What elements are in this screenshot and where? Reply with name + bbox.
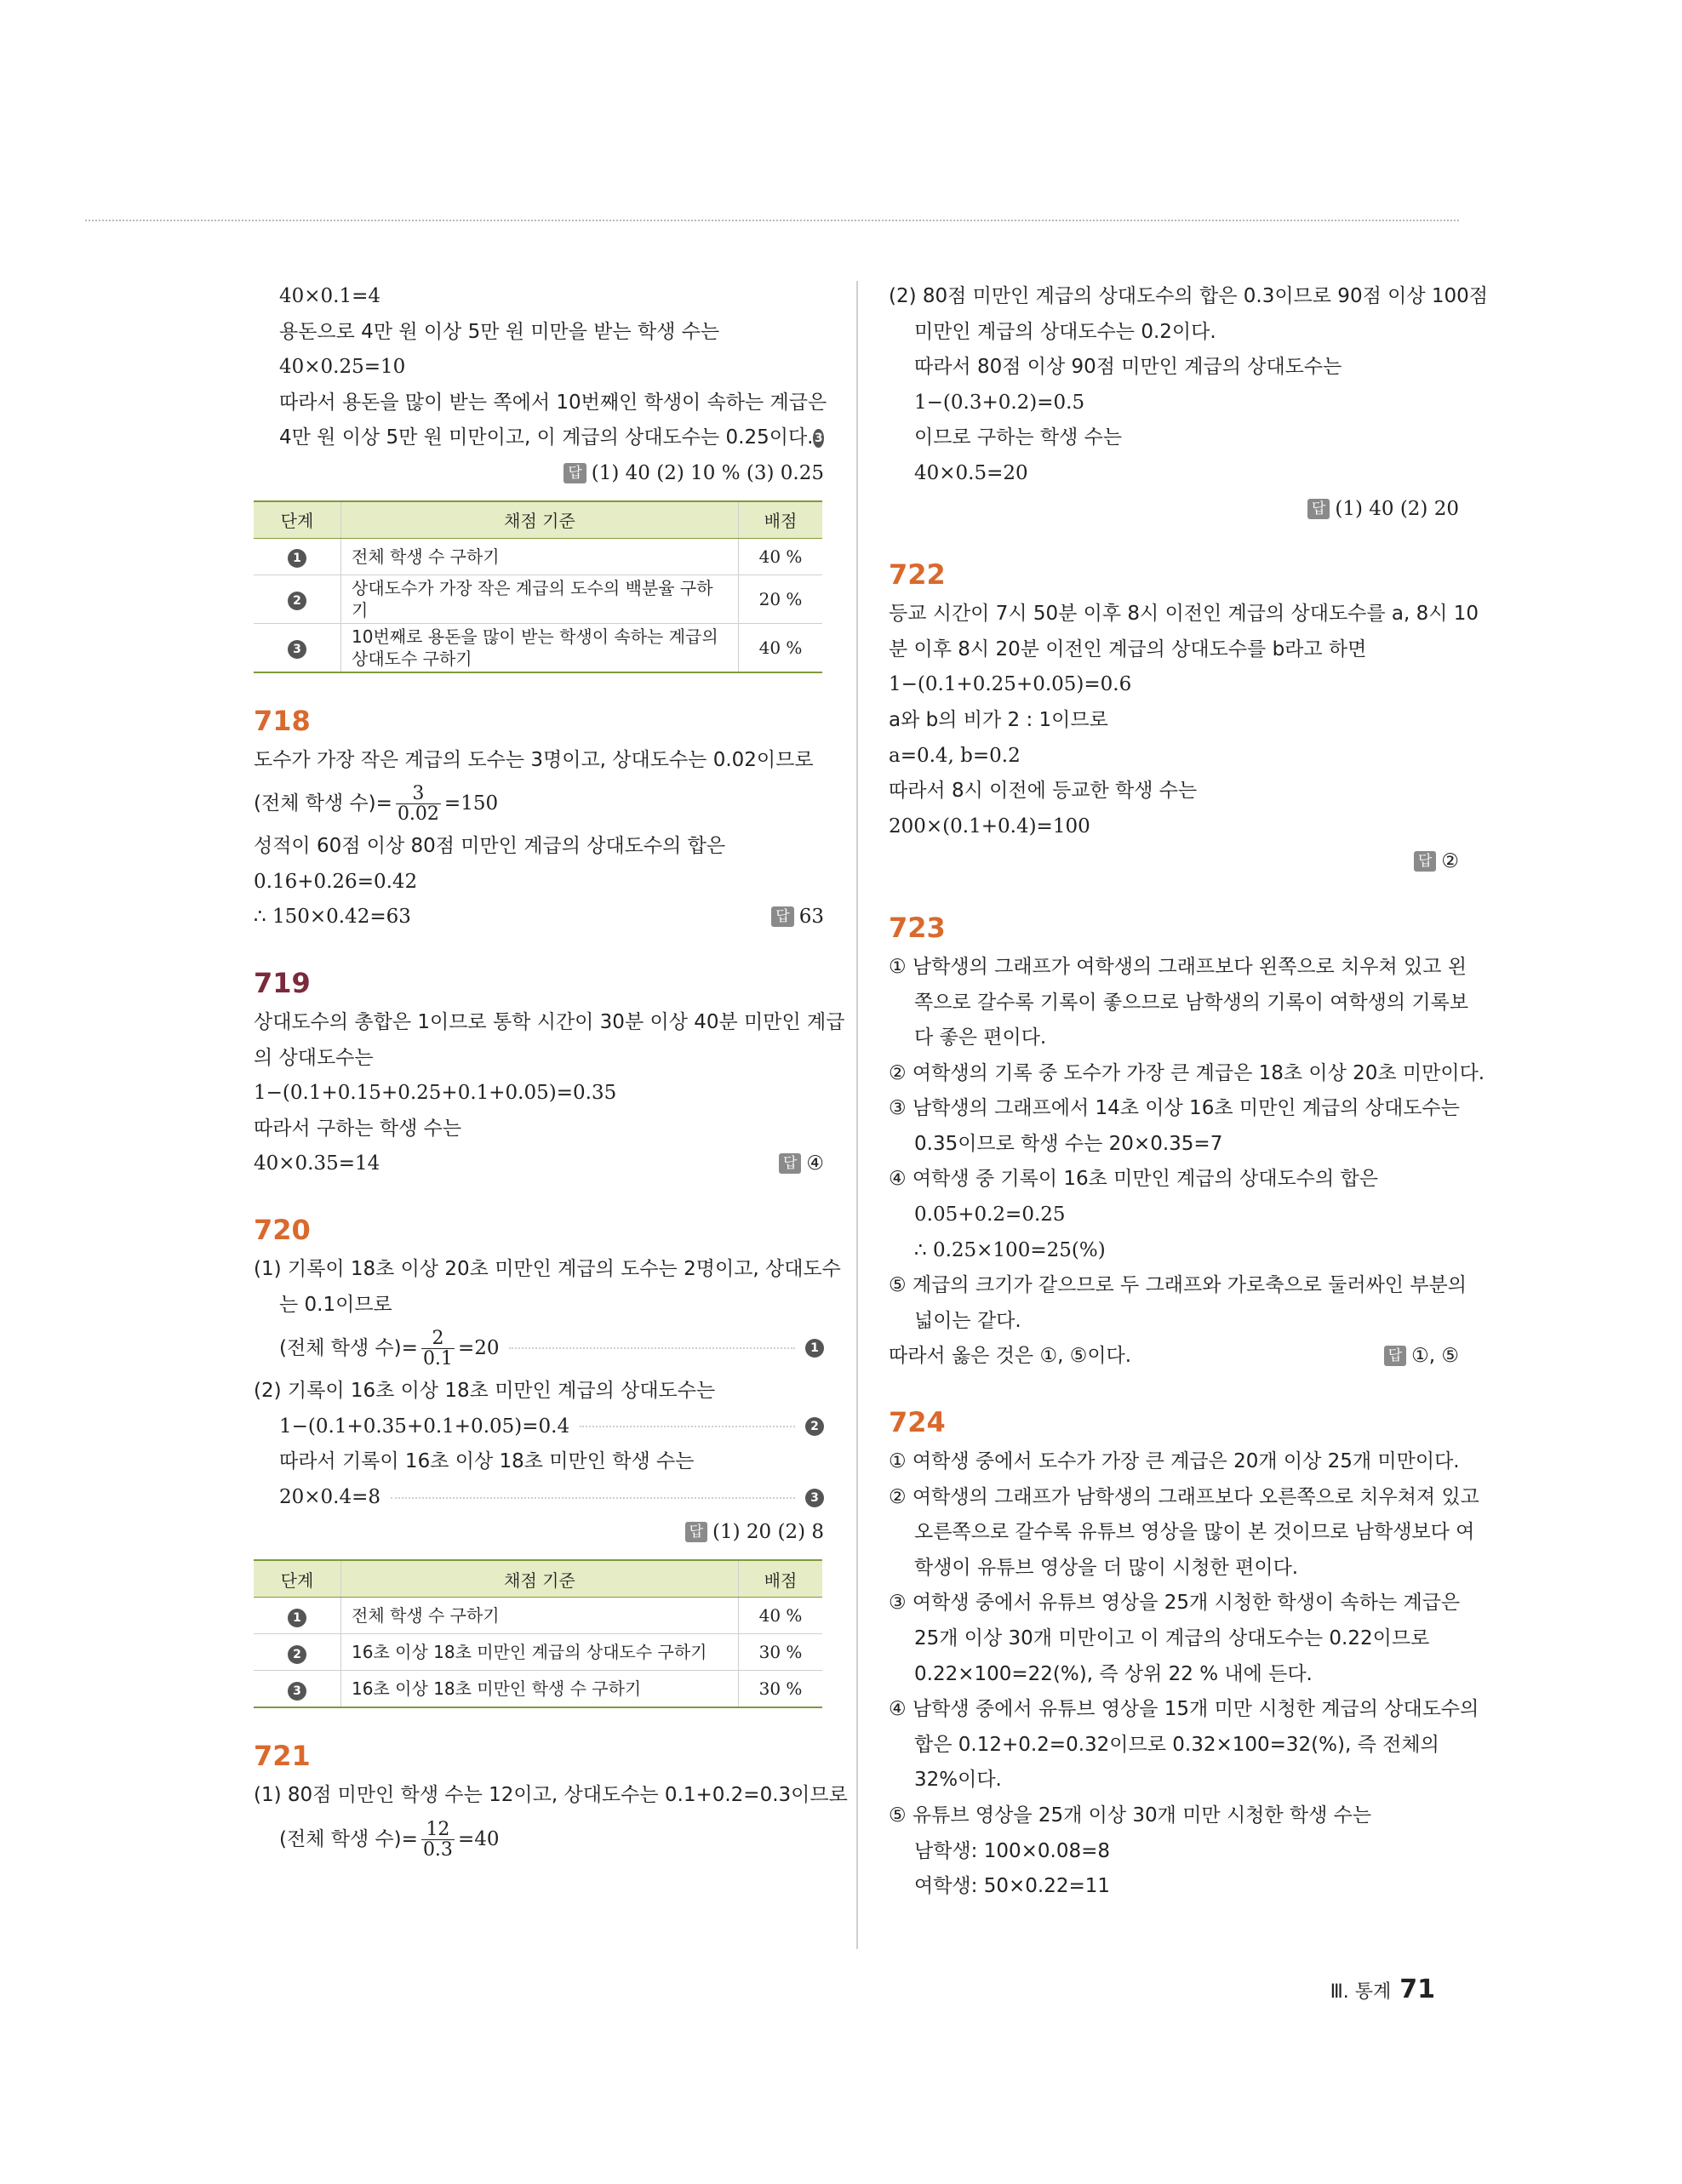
solution-line: 1−(0.3+0.2)=0.5 bbox=[914, 391, 1085, 414]
answer-badge: 답 bbox=[1384, 1346, 1406, 1366]
answer-badge: 답 bbox=[771, 906, 793, 927]
problem-number: 723 bbox=[889, 911, 946, 944]
fraction bbox=[396, 784, 441, 824]
solution-line: 성적이 60점 이상 80점 미만인 계급의 상대도수의 합은 bbox=[254, 835, 726, 858]
step-marker: 2 bbox=[288, 1645, 306, 1664]
problem-number: 722 bbox=[889, 558, 946, 592]
solution-line: ② 여학생의 기록 중 도수가 가장 큰 계급은 18초 이상 20초 미만이다. bbox=[889, 1061, 1485, 1084]
fraction-denominator: 0.1 bbox=[422, 1348, 453, 1370]
solution-line: 미만인 계급의 상대도수는 0.2이다. bbox=[914, 320, 1216, 343]
section-label: Ⅲ. 통계 bbox=[1330, 1981, 1392, 2003]
score-cell: 30 % bbox=[739, 1634, 823, 1671]
solution-line: (2) 기록이 16초 이상 18초 미만인 계급의 상대도수는 bbox=[254, 1380, 716, 1403]
fraction bbox=[421, 1820, 455, 1860]
fraction-line bbox=[254, 1814, 824, 1865]
fraction-denominator: 0.3 bbox=[422, 1838, 453, 1861]
solution-line: 32%이다. bbox=[914, 1769, 1002, 1792]
problem-number: 719 bbox=[254, 966, 311, 999]
solution-line: 200×(0.1+0.4)=100 bbox=[889, 815, 1090, 838]
column-divider bbox=[856, 281, 858, 1949]
page-footer bbox=[1330, 1975, 1435, 2004]
answer-text: (1) 40 (2) 20 bbox=[1335, 497, 1459, 520]
solution-text: 따라서 옳은 것은 ①, ⑤이다. bbox=[889, 1345, 1132, 1368]
answer-badge: 답 bbox=[1307, 499, 1330, 519]
score-cell: 20 % bbox=[739, 575, 823, 623]
page-number: 71 bbox=[1399, 1975, 1435, 2004]
answer-text: ④ bbox=[806, 1152, 824, 1175]
solution-line: 등교 시간이 7시 50분 이후 8시 이전인 계급의 상대도수를 a, 8시 10 bbox=[889, 603, 1479, 626]
top-dotted-rule bbox=[85, 220, 1459, 221]
step-marker: 1 bbox=[288, 1609, 306, 1627]
fraction-result: =40 bbox=[457, 1827, 500, 1850]
solution-line: 0.22×100=22(%), 즉 상위 22 % 내에 든다. bbox=[914, 1662, 1313, 1685]
solution-line: 는 0.1이므로 bbox=[279, 1293, 392, 1316]
leader-dots bbox=[391, 1497, 795, 1499]
solution-line: ⑤ 유튜브 영상을 25개 이상 30개 미만 시청한 학생 수는 bbox=[889, 1804, 1372, 1827]
fraction-line bbox=[254, 1323, 824, 1374]
answer-text: 63 bbox=[798, 906, 824, 929]
solution-line: 오른쪽으로 갈수록 유튜브 영상을 많이 본 것이므로 남학생보다 여 bbox=[914, 1521, 1475, 1544]
solution-line: (1) 기록이 18초 이상 20초 미만인 계급의 도수는 2명이고, 상대도수 bbox=[254, 1257, 841, 1280]
solution-line bbox=[254, 1146, 824, 1182]
score-cell: 40 % bbox=[739, 1598, 823, 1634]
answer-text: ② bbox=[1441, 850, 1459, 873]
solution-line: 0.05+0.2=0.25 bbox=[914, 1203, 1066, 1226]
solution-line: 여학생: 50×0.22=11 bbox=[914, 1875, 1111, 1898]
solution-line: 남학생: 100×0.08=8 bbox=[914, 1839, 1111, 1862]
step-marker: 2 bbox=[288, 592, 306, 610]
solution-text: 20×0.4=8 bbox=[279, 1485, 381, 1508]
table-header: 단계 bbox=[254, 501, 341, 539]
solution-line: 쪽으로 갈수록 기록이 좋으므로 남학생의 기록이 여학생의 기록보 bbox=[914, 991, 1469, 1014]
fraction-result: =150 bbox=[443, 792, 499, 815]
score-cell: 40 % bbox=[739, 623, 823, 672]
table-header: 배점 bbox=[739, 1560, 823, 1598]
table-header: 배점 bbox=[739, 501, 823, 539]
fraction-numerator: 12 bbox=[421, 1820, 455, 1840]
fraction-numerator: 3 bbox=[396, 784, 441, 804]
solution-line: 따라서 80점 이상 90점 미만인 계급의 상대도수는 bbox=[914, 356, 1342, 379]
table-row bbox=[254, 575, 822, 623]
answer-line bbox=[889, 844, 1459, 880]
answer-badge: 답 bbox=[685, 1522, 707, 1542]
criterion-cell: 상대도수가 가장 작은 계급의 도수의 백분율 구하기 bbox=[341, 575, 739, 623]
solution-line: ② 여학생의 그래프가 남학생의 그래프보다 오른쪽으로 치우쳐져 있고 bbox=[889, 1485, 1479, 1508]
answer-text: ①, ⑤ bbox=[1411, 1345, 1459, 1368]
score-cell: 30 % bbox=[739, 1671, 823, 1708]
fraction-result: =20 bbox=[457, 1337, 500, 1360]
solution-line: a=0.4, b=0.2 bbox=[889, 744, 1021, 767]
solution-line: ④ 남학생 중에서 유튜브 영상을 15개 미만 시청한 계급의 상대도수의 bbox=[889, 1698, 1479, 1721]
solution-line: 0.35이므로 학생 수는 20×0.35=7 bbox=[914, 1132, 1223, 1155]
solution-line: 40×0.5=20 bbox=[914, 461, 1028, 484]
step-marker: 1 bbox=[805, 1339, 824, 1358]
answer-badge: 답 bbox=[564, 463, 586, 483]
criterion-cell: 전체 학생 수 구하기 bbox=[341, 1598, 739, 1634]
solution-line: 0.16+0.26=0.42 bbox=[254, 870, 418, 893]
fraction bbox=[421, 1329, 455, 1369]
fraction-line bbox=[254, 778, 824, 829]
fraction-denominator: 0.02 bbox=[397, 803, 439, 826]
solution-line: 1−(0.1+0.15+0.25+0.1+0.05)=0.35 bbox=[254, 1082, 617, 1105]
solution-text: 40×0.35=14 bbox=[254, 1152, 380, 1175]
answer-line bbox=[889, 492, 1459, 528]
solution-line: 학생이 유튜브 영상을 더 많이 시청한 편이다. bbox=[914, 1556, 1299, 1579]
scoring-table bbox=[254, 1559, 822, 1708]
solution-text: 4만 원 이상 5만 원 미만이고, 이 계급의 상대도수는 0.25이다. bbox=[279, 426, 814, 449]
solution-line: (2) 80점 미만인 계급의 상대도수의 합은 0.3이므로 90점 이상 100점 bbox=[889, 285, 1488, 307]
solution-line: 40×0.25=10 bbox=[279, 356, 406, 379]
problem-number: 720 bbox=[254, 1213, 311, 1246]
table-row bbox=[254, 623, 822, 672]
step-marker: 3 bbox=[288, 640, 306, 659]
solution-line: 도수가 가장 작은 계급의 도수는 3명이고, 상대도수는 0.02이므로 bbox=[254, 748, 814, 771]
answer-line bbox=[254, 456, 824, 492]
solution-line bbox=[254, 1409, 824, 1445]
solution-line: 의 상대도수는 bbox=[254, 1046, 374, 1069]
solution-line: ③ 남학생의 그래프에서 14초 이상 16초 미만인 계급의 상대도수는 bbox=[889, 1097, 1460, 1120]
solution-line: ⑤ 계급의 크기가 같으므로 두 그래프와 가로축으로 둘러싸인 부분의 bbox=[889, 1274, 1467, 1297]
table-row bbox=[254, 1598, 822, 1634]
solution-text: ∴ 150×0.42=63 bbox=[254, 906, 411, 929]
solution-text: 1−(0.1+0.35+0.1+0.05)=0.4 bbox=[279, 1415, 570, 1438]
step-marker: 1 bbox=[288, 549, 306, 568]
table-row bbox=[254, 538, 822, 575]
leader-dots bbox=[509, 1347, 795, 1349]
criterion-cell: 10번째로 용돈을 많이 받는 학생이 속하는 계급의 상대도수 구하기 bbox=[341, 623, 739, 672]
solution-line: ③ 여학생 중에서 유튜브 영상을 25개 시청한 학생이 속하는 계급은 bbox=[889, 1592, 1461, 1615]
solution-line: 분 이후 8시 20분 이전인 계급의 상대도수를 b라고 하면 bbox=[889, 637, 1367, 660]
solution-line: 합은 0.12+0.2=0.32이므로 0.32×100=32(%), 즉 전체의 bbox=[914, 1733, 1439, 1756]
solution-line bbox=[254, 900, 824, 935]
solution-line: ① 여학생 중에서 도수가 가장 큰 계급은 20개 이상 25개 미만이다. bbox=[889, 1450, 1460, 1473]
leader-dots bbox=[580, 1426, 795, 1427]
solution-line bbox=[254, 420, 824, 456]
criterion-cell: 16초 이상 18초 미만인 학생 수 구하기 bbox=[341, 1671, 739, 1708]
score-cell: 40 % bbox=[739, 538, 823, 575]
solution-line: 따라서 구하는 학생 수는 bbox=[254, 1117, 462, 1140]
solution-line: 이므로 구하는 학생 수는 bbox=[914, 426, 1123, 449]
solution-line: 25개 이상 30개 미만이고 이 계급의 상대도수는 0.22이므로 bbox=[914, 1627, 1430, 1649]
solution-line: ∴ 0.25×100=25(%) bbox=[914, 1238, 1106, 1261]
problem-number: 718 bbox=[254, 704, 311, 737]
criterion-cell: 16초 이상 18초 미만인 계급의 상대도수 구하기 bbox=[341, 1634, 739, 1671]
answer-text: (1) 20 (2) 8 bbox=[712, 1521, 824, 1544]
table-header: 단계 bbox=[254, 1560, 341, 1598]
table-row bbox=[254, 1671, 822, 1708]
solution-line: 따라서 8시 이전에 등교한 학생 수는 bbox=[889, 780, 1198, 803]
step-marker: 3 bbox=[805, 1489, 824, 1507]
problem-number: 721 bbox=[254, 1740, 311, 1773]
answer-text: (1) 40 (2) 10 % (3) 0.25 bbox=[591, 461, 824, 484]
solution-line: a와 b의 비가 2 : 1이므로 bbox=[889, 708, 1108, 731]
solution-line: 40×0.1=4 bbox=[279, 285, 381, 307]
problem-number: 724 bbox=[889, 1406, 946, 1439]
solution-line bbox=[889, 1339, 1459, 1375]
fraction-prefix: (전체 학생 수)= bbox=[279, 1827, 418, 1850]
fraction-prefix: (전체 학생 수)= bbox=[279, 1337, 418, 1360]
fraction-numerator: 2 bbox=[421, 1329, 455, 1349]
solution-line: 용돈으로 4만 원 이상 5만 원 미만을 받는 학생 수는 bbox=[279, 320, 720, 343]
solution-line: ① 남학생의 그래프가 여학생의 그래프보다 왼쪽으로 치우쳐 있고 왼 bbox=[889, 955, 1467, 978]
table-row bbox=[254, 1634, 822, 1671]
solution-line: (1) 80점 미만인 학생 수는 12이고, 상대도수는 0.1+0.2=0.3이므로 bbox=[254, 1784, 848, 1807]
fraction-prefix: (전체 학생 수)= bbox=[254, 792, 392, 815]
answer-line bbox=[254, 1515, 824, 1551]
solution-line: 상대도수의 총합은 1이므로 통학 시간이 30분 이상 40분 미만인 계급 bbox=[254, 1010, 845, 1033]
solution-line: 넓이는 같다. bbox=[914, 1309, 1021, 1332]
table-header: 채점 기준 bbox=[341, 1560, 739, 1598]
step-marker: 3 bbox=[813, 429, 824, 448]
table-header: 채점 기준 bbox=[341, 501, 739, 539]
right-column bbox=[889, 279, 1488, 1905]
scoring-table bbox=[254, 500, 822, 673]
left-column bbox=[254, 279, 848, 1865]
step-marker: 2 bbox=[805, 1417, 824, 1436]
criterion-cell: 전체 학생 수 구하기 bbox=[341, 538, 739, 575]
answer-badge: 답 bbox=[779, 1153, 801, 1174]
solution-line: 1−(0.1+0.25+0.05)=0.6 bbox=[889, 673, 1132, 696]
solution-line: 따라서 용돈을 많이 받는 쪽에서 10번째인 학생이 속하는 계급은 bbox=[279, 391, 827, 414]
answer-badge: 답 bbox=[1414, 851, 1436, 872]
solution-line bbox=[254, 1480, 824, 1516]
solution-line: ④ 여학생 중 기록이 16초 미만인 계급의 상대도수의 합은 bbox=[889, 1168, 1378, 1191]
step-marker: 3 bbox=[288, 1682, 306, 1701]
solution-line: 다 좋은 편이다. bbox=[914, 1026, 1047, 1049]
solution-line: 따라서 기록이 16초 이상 18초 미만인 학생 수는 bbox=[279, 1450, 695, 1473]
